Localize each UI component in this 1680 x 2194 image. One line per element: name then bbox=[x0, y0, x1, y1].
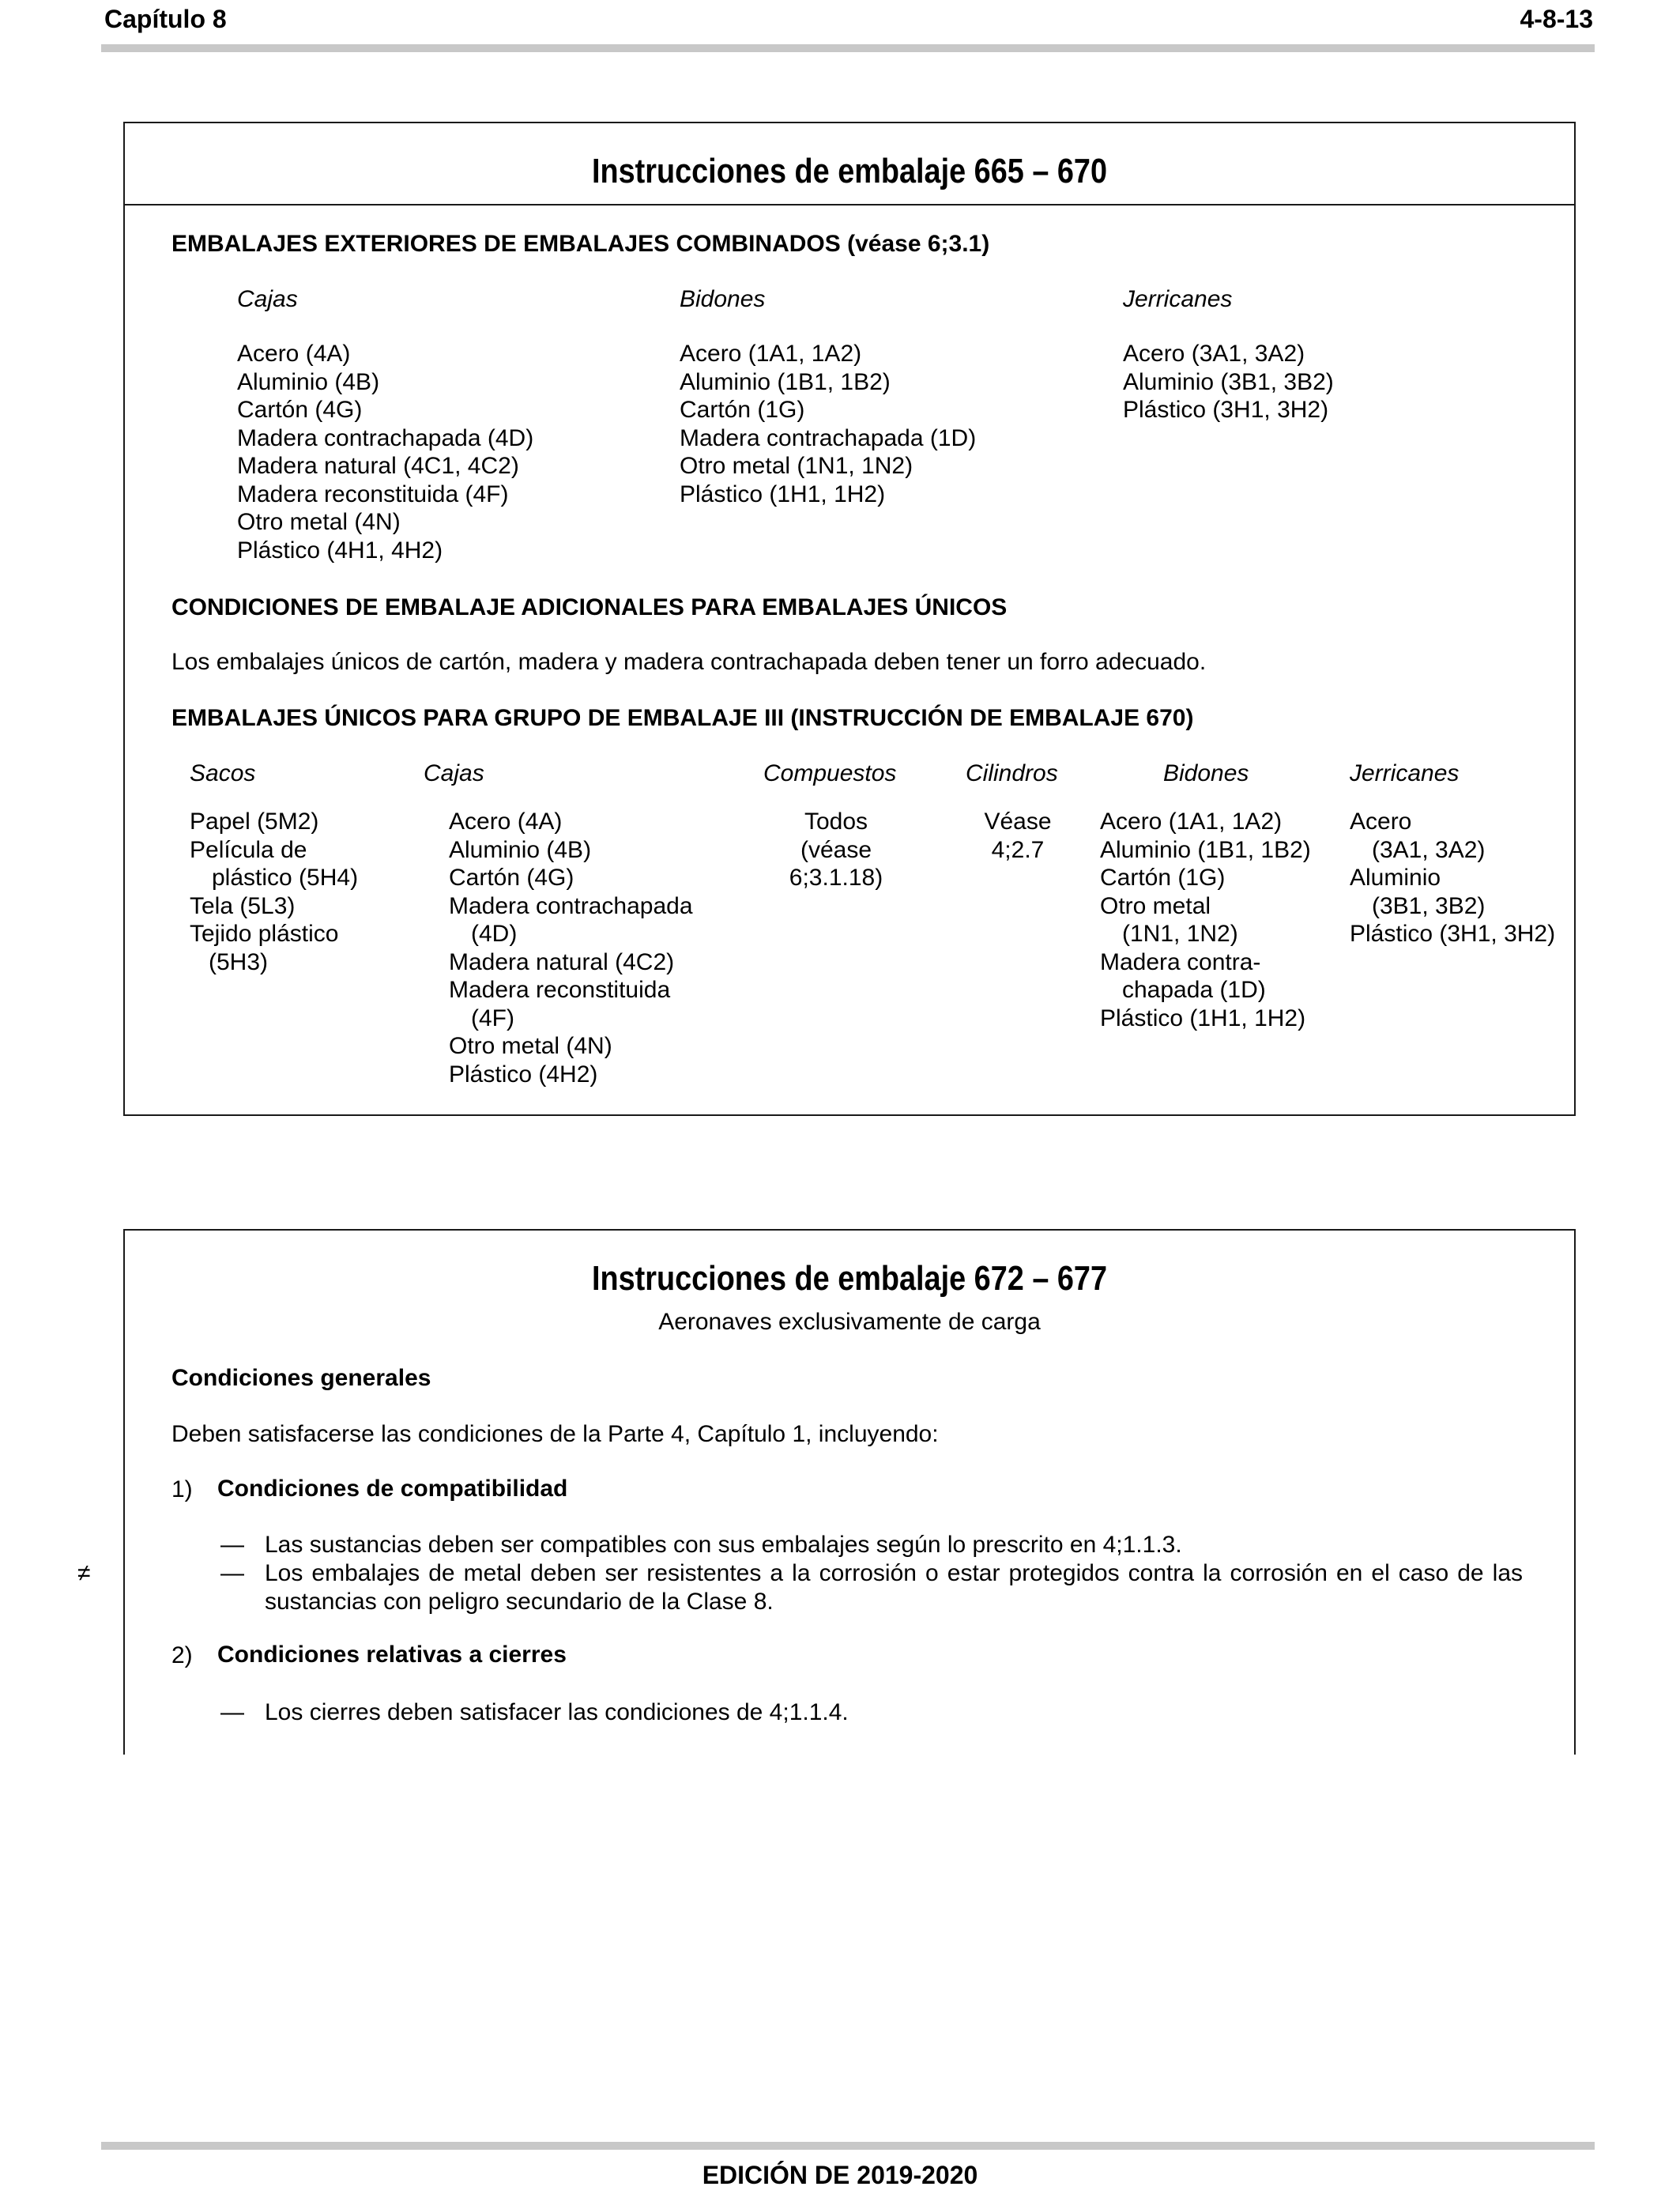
item2-heading: Condiciones relativas a cierres bbox=[217, 1642, 567, 1668]
col-jerricanes-list bbox=[1123, 340, 1334, 424]
list-item: Otro metal bbox=[1100, 892, 1211, 919]
box2-title: Instrucciones de embalaje 672 – 677 bbox=[591, 1259, 1108, 1298]
list-item: Acero (4A) bbox=[237, 341, 351, 367]
header-rule bbox=[101, 44, 1595, 52]
list-item: (véase bbox=[800, 836, 872, 863]
list-item: Tela (5L3) bbox=[190, 892, 296, 919]
list-item: (3A1, 3A2) bbox=[1372, 836, 1486, 863]
col-bidones-heading: Bidones bbox=[680, 286, 766, 312]
list-item: Papel (5M2) bbox=[190, 809, 319, 835]
box1-title-divider bbox=[125, 204, 1574, 205]
col-bidones-list bbox=[680, 340, 976, 508]
item1-bullet-2: Los embalajes de metal deben ser resistentes a la corrosión o estar protegidos contra la corrosión en el caso de las sustancias con peligro secundario de la Clase 8. bbox=[265, 1560, 1523, 1615]
list-item: 6;3.1.18) bbox=[789, 865, 883, 891]
list-item: Cartón (4G) bbox=[237, 397, 363, 423]
list-item: (4D) bbox=[471, 921, 518, 947]
box1-title: Instrucciones de embalaje 665 – 670 bbox=[591, 152, 1108, 190]
additional-conditions-text: Los embalajes únicos de cartón, madera y madera contrachapada deben tener un forro adecuado. bbox=[171, 649, 1207, 675]
list-item: Madera contra- bbox=[1100, 948, 1261, 975]
list-item: Madera reconstituida (4F) bbox=[237, 481, 509, 507]
item2-bullet-1: Los cierres deben satisfacer las condiciones de 4;1.1.4. bbox=[265, 1699, 849, 1725]
list-item: Otro metal (1N1, 1N2) bbox=[680, 453, 913, 479]
list-item: Aluminio bbox=[1350, 865, 1441, 891]
list-item: 4;2.7 bbox=[991, 836, 1045, 863]
general-conditions-heading: Condiciones generales bbox=[171, 1365, 431, 1391]
single-col-jerricanes-list bbox=[1350, 808, 1555, 948]
single-col-bidones-list bbox=[1100, 808, 1311, 1032]
edition-label: EDICIÓN DE 2019-2020 bbox=[702, 2161, 978, 2189]
list-item: Madera natural (4C1, 4C2) bbox=[237, 453, 519, 479]
col-cajas-heading: Cajas bbox=[237, 286, 298, 312]
packing-instruction-box-665-670 bbox=[123, 122, 1576, 1116]
item2-dash-1: — bbox=[220, 1699, 244, 1725]
item1-heading: Condiciones de compatibilidad bbox=[217, 1476, 568, 1502]
page-number: 4-8-13 bbox=[1520, 5, 1593, 33]
item2-number: 2) bbox=[171, 1642, 193, 1668]
list-item: chapada (1D) bbox=[1122, 977, 1266, 1003]
list-item: Plástico (4H2) bbox=[449, 1061, 598, 1088]
single-col-sacos-heading: Sacos bbox=[190, 760, 256, 786]
list-item: Acero (1A1, 1A2) bbox=[680, 341, 862, 367]
list-item: Aluminio (4B) bbox=[237, 368, 380, 395]
list-item: Cartón (4G) bbox=[449, 865, 574, 891]
list-item: (3B1, 3B2) bbox=[1372, 892, 1486, 919]
list-item: (1N1, 1N2) bbox=[1122, 921, 1238, 947]
packing-instruction-box-672-677 bbox=[123, 1229, 1576, 1755]
footer-rule bbox=[101, 2142, 1595, 2150]
col-cajas-list bbox=[237, 340, 533, 564]
item1-dash-1: — bbox=[220, 1532, 244, 1558]
single-col-compuestos-heading: Compuestos bbox=[763, 760, 897, 786]
list-item: Aluminio (4B) bbox=[449, 836, 592, 863]
list-item: (5H3) bbox=[209, 948, 269, 975]
list-item: Plástico (1H1, 1H2) bbox=[1100, 1005, 1306, 1031]
list-item: Cartón (1G) bbox=[1100, 865, 1226, 891]
single-col-cajas-list bbox=[449, 808, 693, 1088]
list-item: Plástico (4H1, 4H2) bbox=[237, 537, 443, 564]
list-item: Véase bbox=[984, 809, 1052, 835]
list-item: Aluminio (3B1, 3B2) bbox=[1123, 368, 1334, 395]
single-col-cilindros-list bbox=[970, 808, 1065, 864]
general-conditions-intro: Deben satisfacerse las condiciones de la Parte 4, Capítulo 1, incluyendo: bbox=[171, 1421, 939, 1447]
additional-conditions-heading: CONDICIONES DE EMBALAJE ADICIONALES PARA EMBALAJES ÚNICOS bbox=[171, 594, 1008, 620]
change-mark: ≠ bbox=[77, 1560, 91, 1586]
list-item: Aluminio (1B1, 1B2) bbox=[1100, 836, 1311, 863]
list-item: Cartón (1G) bbox=[680, 397, 805, 423]
list-item: Plástico (1H1, 1H2) bbox=[680, 481, 886, 507]
list-item: Plástico (3H1, 3H2) bbox=[1123, 397, 1329, 423]
list-item: Acero (1A1, 1A2) bbox=[1100, 809, 1283, 835]
list-item: Otro metal (4N) bbox=[237, 509, 401, 535]
col-jerricanes-heading: Jerricanes bbox=[1123, 286, 1233, 312]
list-item: Madera reconstituida bbox=[449, 977, 671, 1003]
chapter-label: Capítulo 8 bbox=[104, 5, 227, 33]
combined-outer-heading: EMBALAJES EXTERIORES DE EMBALAJES COMBINADOS (véase 6;3.1) bbox=[171, 231, 990, 257]
list-item: Otro metal (4N) bbox=[449, 1033, 612, 1059]
list-item: Película de bbox=[190, 836, 307, 863]
list-item: Madera contrachapada (1D) bbox=[680, 424, 977, 451]
list-item: Acero (3A1, 3A2) bbox=[1123, 341, 1305, 367]
list-item: Madera contrachapada (4D) bbox=[237, 424, 534, 451]
list-item: Acero bbox=[1350, 809, 1412, 835]
single-packagings-heading: EMBALAJES ÚNICOS PARA GRUPO DE EMBALAJE III (INSTRUCCIÓN DE EMBALAJE 670) bbox=[171, 705, 1194, 731]
item1-bullet-1: Las sustancias deben ser compatibles con sus embalajes según lo prescrito en 4;1.1.3. bbox=[265, 1532, 1182, 1558]
list-item: Madera natural (4C2) bbox=[449, 948, 675, 975]
list-item: plástico (5H4) bbox=[212, 865, 359, 891]
list-item: Todos bbox=[804, 809, 868, 835]
single-col-cajas-heading: Cajas bbox=[424, 760, 484, 786]
single-col-compuestos-list bbox=[765, 808, 907, 892]
list-item: Tejido plástico bbox=[190, 921, 339, 947]
list-item: (4F) bbox=[471, 1005, 514, 1031]
item1-number: 1) bbox=[171, 1476, 193, 1502]
item1-dash-2: — bbox=[220, 1560, 244, 1586]
list-item: Acero (4A) bbox=[449, 809, 563, 835]
list-item: Madera contrachapada bbox=[449, 892, 693, 919]
list-item: Aluminio (1B1, 1B2) bbox=[680, 368, 891, 395]
single-col-bidones-heading: Bidones bbox=[1163, 760, 1249, 786]
list-item: Plástico (3H1, 3H2) bbox=[1350, 921, 1556, 947]
single-col-cilindros-heading: Cilindros bbox=[966, 760, 1058, 786]
box2-subtitle: Aeronaves exclusivamente de carga bbox=[658, 1309, 1041, 1335]
single-col-jerricanes-heading: Jerricanes bbox=[1350, 760, 1460, 786]
single-col-sacos-list bbox=[190, 808, 358, 976]
